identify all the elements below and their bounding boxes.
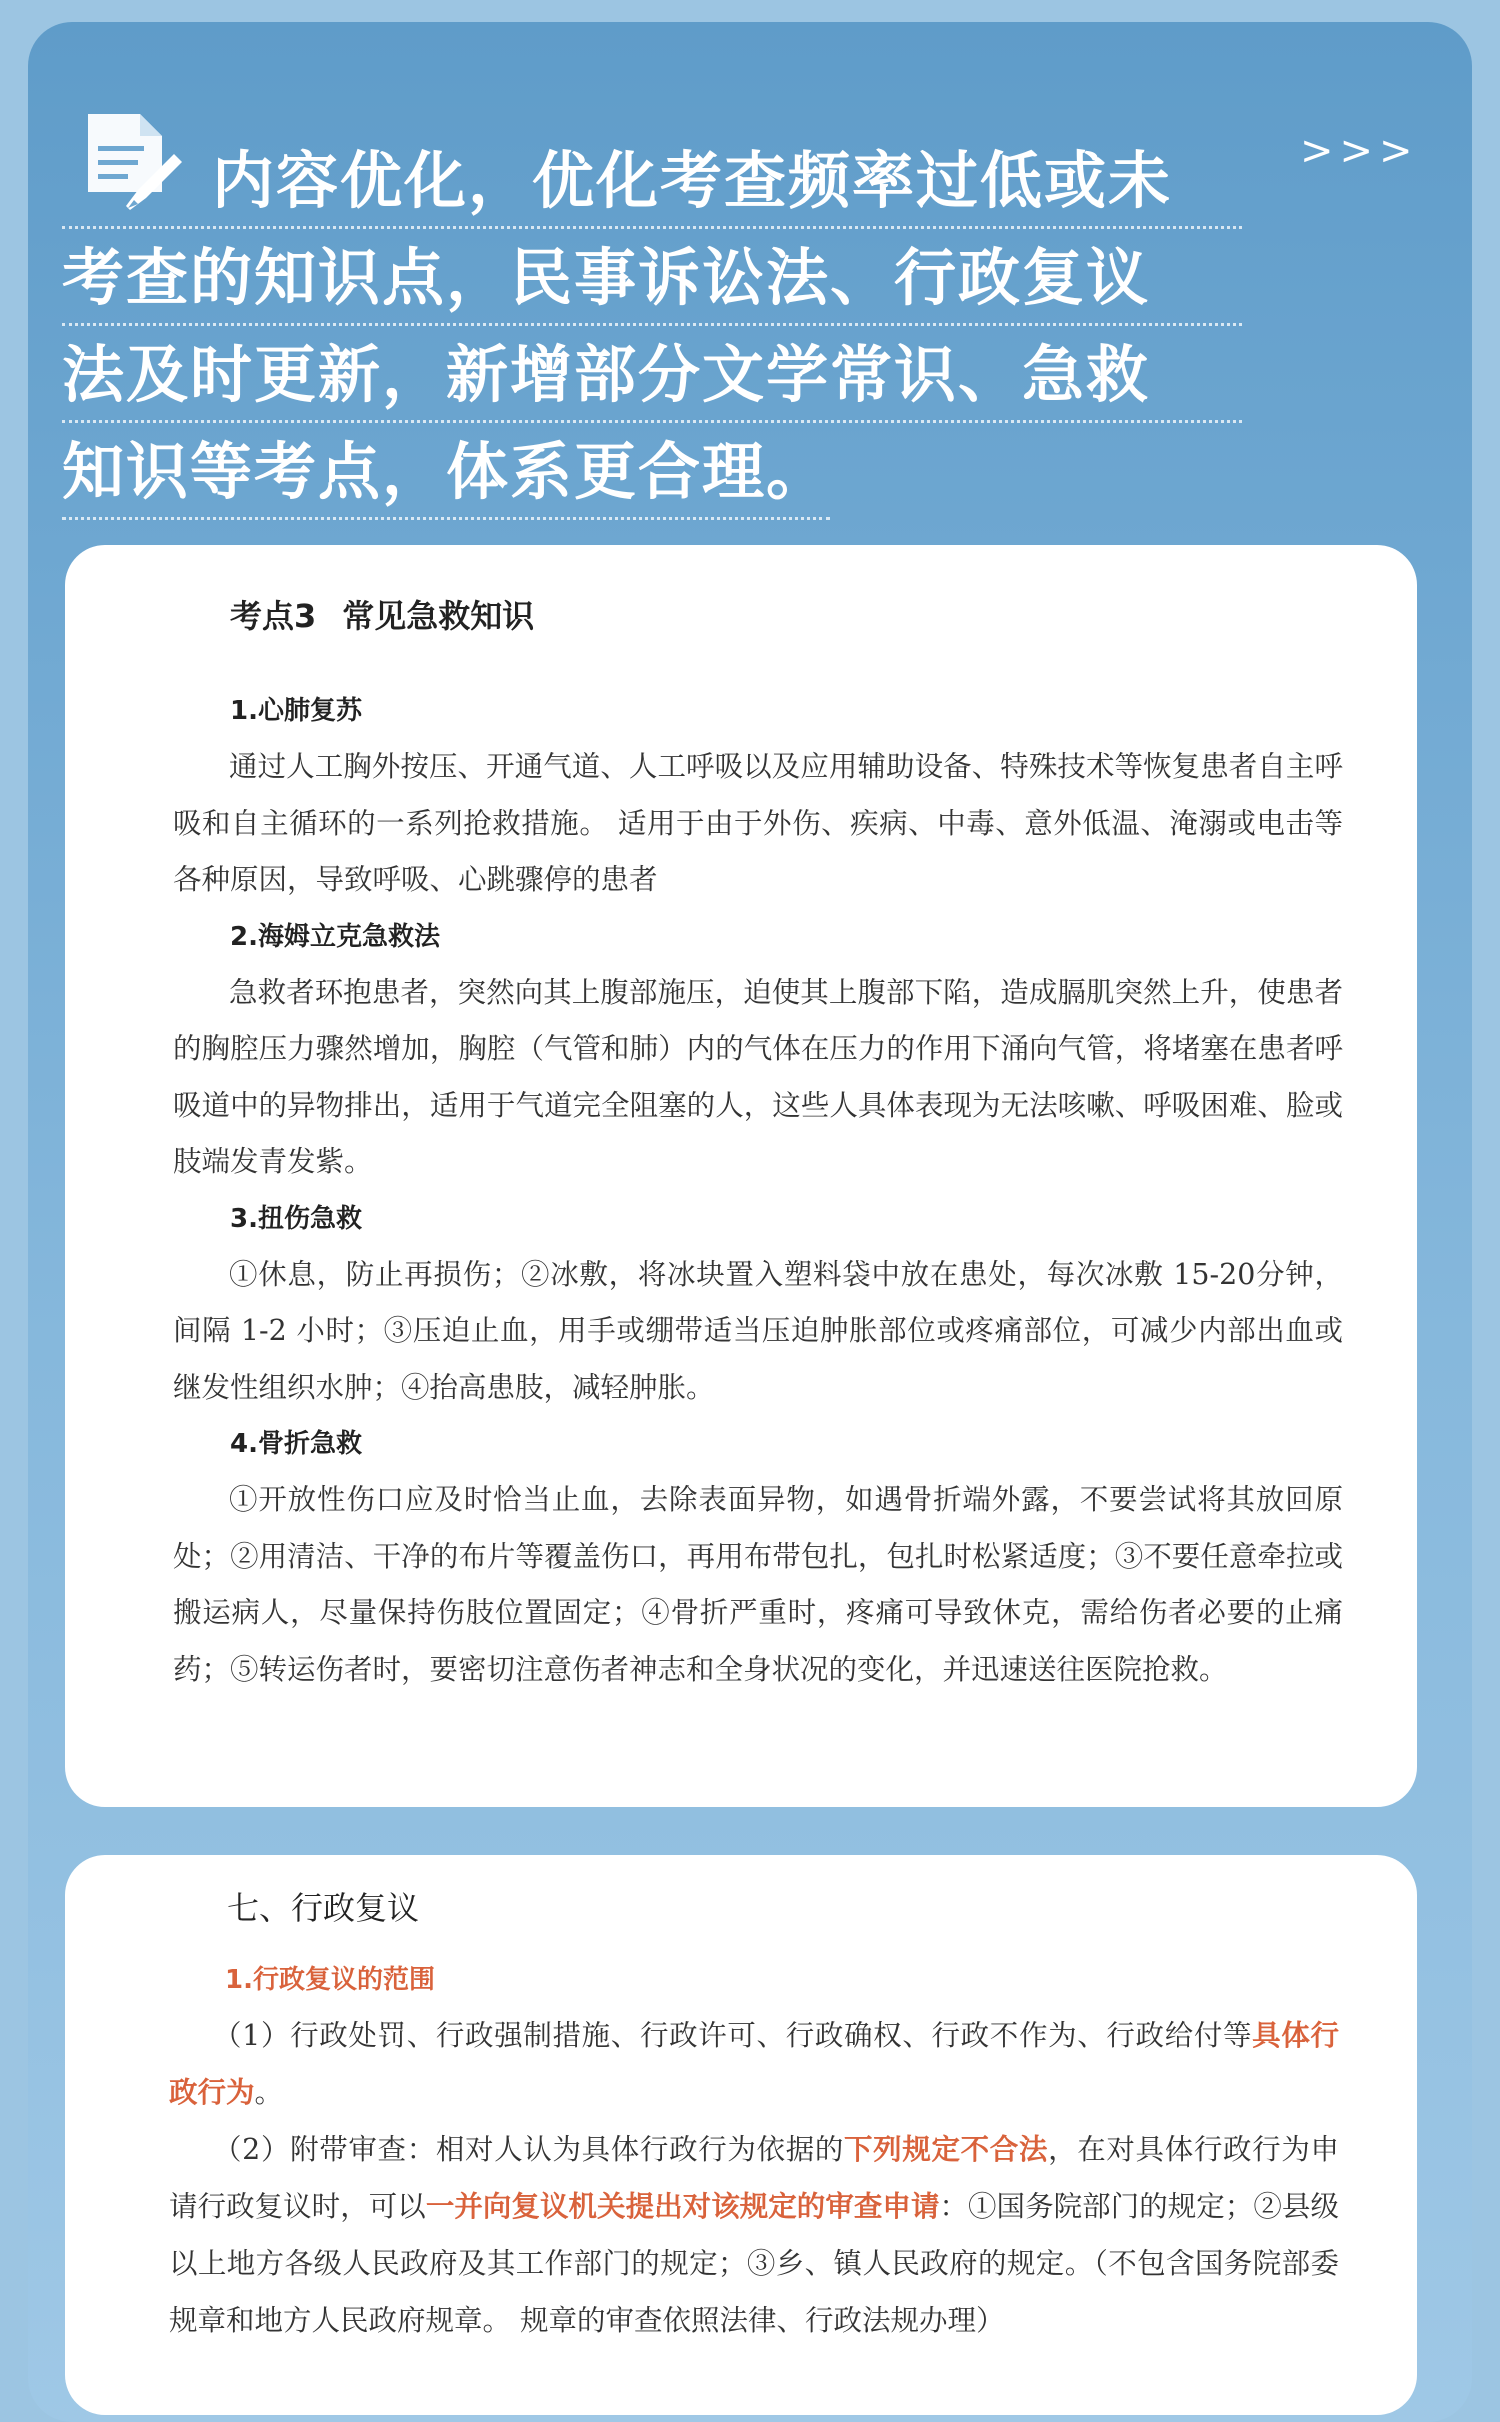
section-text: ①休息，防止再损伤；②冰敷，将冰块置入塑料袋中放在患处，每次冰敷 15-20分钟，间隔 1-2 小时；③压迫止血，用手或绷带适当压迫肿胀部位或疼痛部位，可减少内部出血或继发性组织水肿；④抬高患肢，减轻肿胀。 xyxy=(173,1257,1343,1404)
headline-line-1: 内容优化，优化考查频率过低或未 xyxy=(62,132,1242,229)
section-heading: 1.行政复议的范围 xyxy=(225,1965,435,1995)
paragraph-2 xyxy=(169,2121,1339,2349)
paragraph-2-text: ，在对具体行政行为申请行政复议时，可以 xyxy=(169,2133,1339,2223)
headline-line-2: 考查的知识点，民事诉讼法、行政复议 xyxy=(62,229,1242,326)
card-title-text: 常见急救知识 xyxy=(342,597,535,635)
paragraph-1-end: 。 xyxy=(254,2076,284,2109)
section-heading: 1.心肺复苏 xyxy=(230,696,362,726)
paragraph-2-text: ：①国务院部门的规定；②县级以上地方各级人民政府及其工作部门的规定；③乡、镇人民政府的规定。（不包含国务院部委规章和地方人民政府规章。 规章的审查依照法律、行政法规办理） xyxy=(169,2190,1339,2337)
section-heading: 2.海姆立克急救法 xyxy=(230,921,440,952)
highlight-text: 一并向复议机关提出对该规定的审查申请 xyxy=(425,2190,940,2223)
administrative-review-card xyxy=(65,1855,1417,2415)
section-heading: 4.骨折急救 xyxy=(230,1429,362,1459)
card-title xyxy=(230,593,1417,683)
section-text: ①开放性伤口应及时恰当止血，去除表面异物，如遇骨折端外露，不要尝试将其放回原处；②用清洁、干净的布片等覆盖伤口，再用布带包扎，包扎时松紧适度；③不要任意牵拉或搬运病人，尽量保持伤肢位置固定；④骨折严重时，疼痛可导致休克，需给伤者必要的止痛药；⑤转运伤者时，要密切注意伤者神志和全身状况的变化，并迅速送往医院抢救。 xyxy=(173,1483,1343,1686)
section-text: 通过人工胸外按压、开通气道、人工呼吸以及应用辅助设备、特殊技术等恢复患者自主呼吸和自主循环的一系列抢救措施。 适用于由于外伤、疾病、中毒、意外低温、淹溺或电击等各种原因，导致呼吸、心跳骤停的患者 xyxy=(173,750,1343,896)
highlight-text: 下列规定不合法 xyxy=(844,2133,1049,2166)
paragraph-2-text: （2）附带审查：相对人认为具体行政行为依据的 xyxy=(213,2133,845,2166)
headline-line-4: 知识等考点，体系更合理。 xyxy=(62,423,830,520)
card-title-number: 考点3 xyxy=(230,597,317,635)
highlight-text: 具体行政行为 xyxy=(169,2019,1339,2109)
section-text: 急救者环抱患者，突然向其上腹部施压，迫使其上腹部下陷，造成膈肌突然上升，使患者的胸腔压力骤然增加，胸腔（气管和肺）内的气体在压力的作用下涌向气管，将堵塞在患者呼吸道中的异物排出，适用于气道完全阻塞的人，这些人具体表现为无法咳嗽、呼吸困难、脸或肢端发青发紫。 xyxy=(173,975,1343,1178)
headline-line-3: 法及时更新，新增部分文学常识、急救 xyxy=(62,326,1242,423)
headline xyxy=(62,132,1242,520)
card-title: 七、行政复议 xyxy=(227,1889,420,1927)
first-aid-card xyxy=(65,545,1417,1807)
section-heading: 3.扭伤急救 xyxy=(230,1203,362,1234)
paragraph-1-text: （1）行政处罚、行政强制措施、行政许可、行政确权、行政不作为、行政给付等 xyxy=(213,2019,1253,2052)
more-arrows: >>> xyxy=(1300,128,1419,174)
paragraph-1 xyxy=(169,2007,1339,2121)
